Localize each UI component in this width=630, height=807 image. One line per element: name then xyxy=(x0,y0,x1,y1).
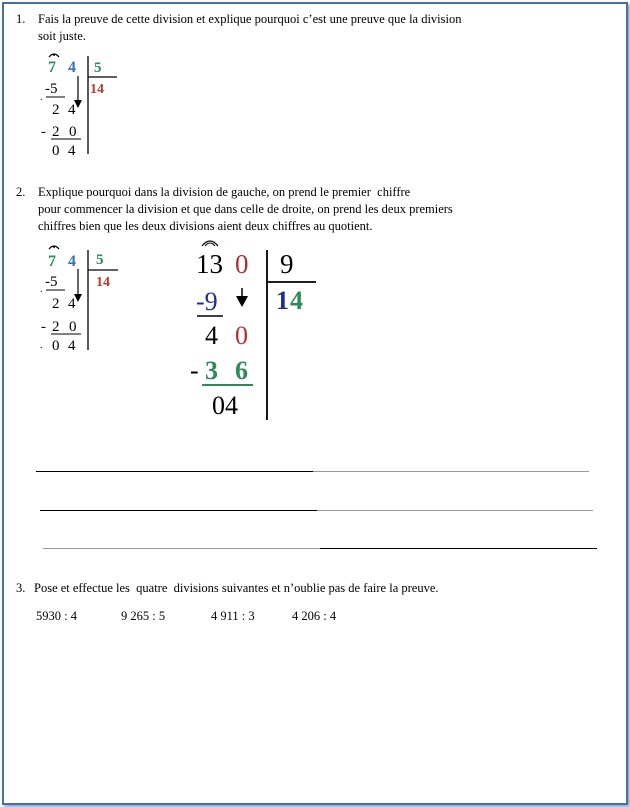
operation-4: 4 206 : 4 xyxy=(292,609,337,623)
question-3-number: 3. xyxy=(16,581,26,595)
subtraction-2-digit-2: 0 xyxy=(69,124,77,140)
answer-line-3-right xyxy=(320,548,597,549)
answer-line-1-right xyxy=(313,471,589,472)
subtraction-2-digit-1: 2 xyxy=(52,124,60,140)
quotient: 14 xyxy=(96,275,110,290)
operation-3: 4 911 : 3 xyxy=(211,609,255,623)
dividend-digit-2: 4 xyxy=(68,253,76,270)
subtraction-1: -5 xyxy=(45,274,58,290)
question-2-line-2: pour commencer la division et que dans celle de droite, on prend les deux premiers xyxy=(38,202,453,216)
remainder-1-digit-2: 4 xyxy=(68,296,76,312)
quotient-digit-2: 4 xyxy=(290,286,303,315)
remainder-2-digit-2: 4 xyxy=(68,143,76,159)
remainder-2-digit-1: 0 xyxy=(52,338,60,354)
carry-dot xyxy=(53,246,55,248)
question-2-line-1: Explique pourquoi dans la division de gauche, on prend le premier chiffre xyxy=(38,185,411,199)
subtraction-2-digit-1: 3 xyxy=(205,356,218,385)
division-diagram-1 xyxy=(38,48,128,163)
answer-line-2-right xyxy=(317,510,593,511)
dividend-digit-2: 4 xyxy=(68,59,76,76)
subtraction-2-digit-1: 2 xyxy=(52,319,60,335)
question-3-text: Pose et effectue les quatre divisions suivantes et n’oublie pas de faire la preuve. xyxy=(34,581,439,595)
question-1-line-1: Fais la preuve de cette division et explique pourquoi c’est une preuve que la division xyxy=(38,12,462,26)
remainder-1-digit-1: 4 xyxy=(205,321,218,350)
remainder-1-digit-2: 0 xyxy=(235,321,248,350)
question-2 xyxy=(16,184,616,239)
carry-dot xyxy=(53,54,55,56)
dividend-last-digit: 0 xyxy=(235,249,249,279)
dividend-digit-1: 7 xyxy=(48,253,56,270)
remainder-1-digit-1: 2 xyxy=(52,296,60,312)
remainder-1-digit-2: 4 xyxy=(68,102,76,118)
dividend-digit-1: 7 xyxy=(48,59,56,76)
answer-line-3-left xyxy=(43,548,320,549)
answer-line-2-left xyxy=(40,510,317,511)
subtraction-2-sign: - xyxy=(41,319,46,335)
carry-arc-inner xyxy=(205,243,215,246)
question-2-number: 2. xyxy=(16,185,26,199)
remainder-2-digit-2: 4 xyxy=(68,338,76,354)
quotient: 14 xyxy=(90,82,104,97)
operation-2: 9 265 : 5 xyxy=(121,609,166,623)
division-diagram-2-left xyxy=(38,238,128,358)
question-2-line-3: chiffres bien que les deux divisions aient deux chiffres au quotient. xyxy=(38,219,373,233)
dot-marker-2: . xyxy=(40,340,43,351)
subtraction-1: -5 xyxy=(45,81,58,97)
dividend-first-part: 13 xyxy=(196,249,223,279)
subtraction-1: -9 xyxy=(196,287,218,316)
remainder-1-digit-1: 2 xyxy=(52,102,60,118)
subtraction-2-sign: - xyxy=(190,356,199,385)
bring-down-arrow-head xyxy=(236,296,248,307)
remainder-2: 04 xyxy=(212,391,238,420)
operation-1: 5930 : 4 xyxy=(36,609,77,623)
answer-line-1-left xyxy=(36,471,313,472)
divisor: 5 xyxy=(94,60,102,76)
dot-marker: . xyxy=(40,284,43,295)
question-1-number: 1. xyxy=(16,12,26,26)
quotient-digit-1: 1 xyxy=(276,286,289,315)
question-1-line-2: soit juste. xyxy=(38,29,86,43)
division-diagram-2-right xyxy=(190,232,330,427)
subtraction-2-digit-2: 6 xyxy=(235,356,248,385)
subtraction-2-digit-2: 0 xyxy=(69,319,77,335)
dot-marker: . xyxy=(40,92,43,103)
subtraction-2-sign: - xyxy=(41,124,46,140)
remainder-2-digit-1: 0 xyxy=(52,143,60,159)
divisor: 9 xyxy=(280,249,294,279)
question-1 xyxy=(16,11,616,51)
question-3 xyxy=(16,580,616,600)
divisor: 5 xyxy=(96,252,104,268)
